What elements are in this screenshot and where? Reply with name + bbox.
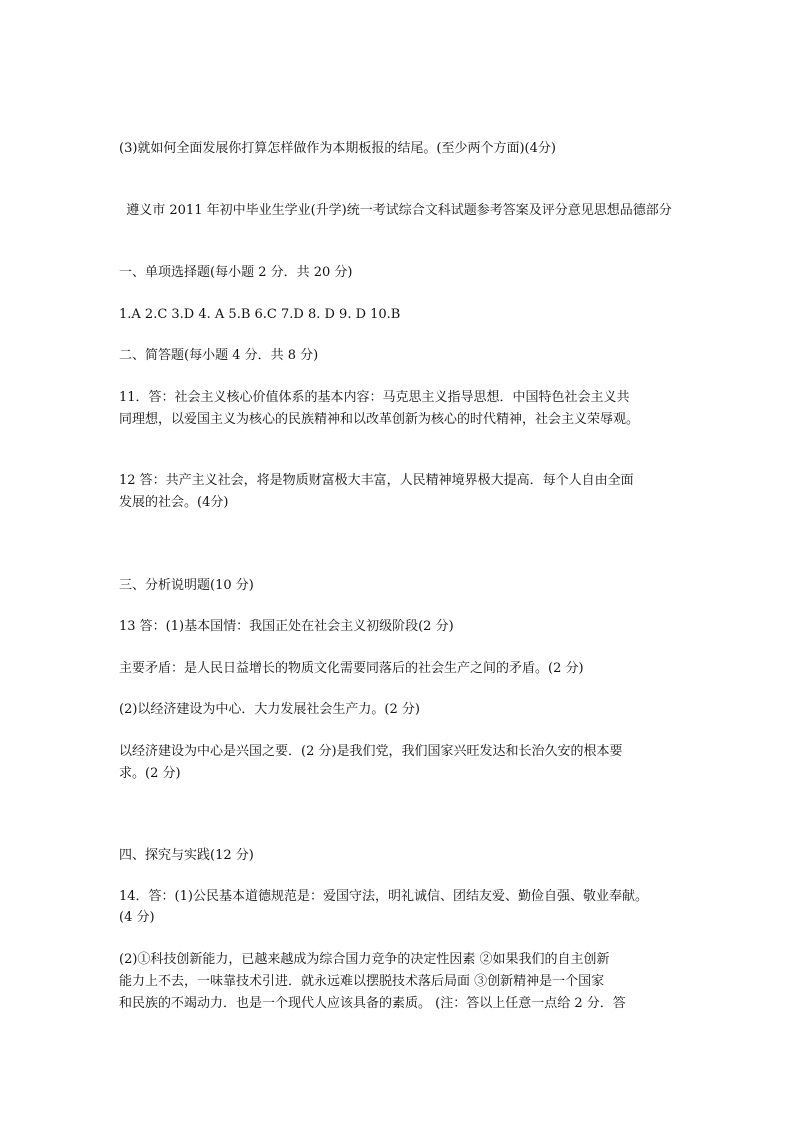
answer-11-line-1: 11．答：社会主义核心价值体系的基本内容：马克思主义指导思想．中国特色社会主义共	[119, 390, 630, 405]
answer-14-line-2: (4 分)	[119, 910, 155, 925]
answer-13-line-1: 13 答：(1)基本国情：我国正处在社会主义初级阶段(2 分)	[119, 619, 454, 634]
answer-14-line-4: 能力上不去，一味靠技术引进．就永远难以摆脱技术落后局面 ③创新精神是一个国家	[119, 974, 605, 989]
section-1-heading: 一、单项选择题(每小题 2 分．共 20 分)	[119, 265, 353, 280]
answer-key-title: 遵义市 2011 年初中毕业生学业(升学)统一考试综合文科试题参考答案及评分意见思想品德部分	[126, 203, 672, 218]
section-3-heading: 三、分析说明题(10 分)	[119, 578, 254, 593]
answer-11-line-2: 同理想，以爱国主义为核心的民族精神和以改革创新为核心的时代精神，社会主义荣辱观。	[119, 412, 640, 427]
answer-14-line-3: (2)①科技创新能力，已越来越成为综合国力竞争的决定性因素 ②如果我们的自主创新	[119, 952, 610, 967]
answer-13-line-5: 求。(2 分)	[119, 766, 181, 781]
answer-12-line-1: 12 答：共产主义社会，将是物质财富极大丰富，人民精神境界极大提高．每个人自由全面	[119, 473, 634, 488]
answer-13-line-2: 主要矛盾：是人民日益增长的物质文化需要同落后的社会生产之间的矛盾。(2 分)	[119, 661, 584, 676]
answer-12-line-2: 发展的社会。(4分)	[119, 495, 229, 510]
section-4-heading: 四、探究与实践(12 分)	[119, 848, 254, 863]
answer-14-line-5: 和民族的不竭动力．也是一个现代人应该具备的素质。 (注：答以上任意一点给 2 分．答	[119, 996, 626, 1011]
answer-13-line-3: (2)以经济建设为中心．大力发展社会生产力。(2 分)	[119, 702, 420, 717]
section-2-heading: 二、简答题(每小题 4 分．共 8 分)	[119, 348, 319, 363]
question-3-line: (3)就如何全面发展你打算怎样做作为本期板报的结尾。(至少两个方面)(4分)	[119, 141, 556, 156]
answer-13-line-4: 以经济建设为中心是兴国之要．(2 分)是我们党，我们国家兴旺发达和长治久安的根本要	[119, 744, 623, 759]
choice-answers: 1.A 2.C 3.D 4. A 5.B 6.C 7.D 8. D 9. D 10.B	[119, 307, 401, 322]
answer-14-line-1: 14．答：(1)公民基本道德规范是：爱国守法，明礼诚信、团结友爱、勤俭自强、敬业奉献。	[119, 889, 648, 904]
